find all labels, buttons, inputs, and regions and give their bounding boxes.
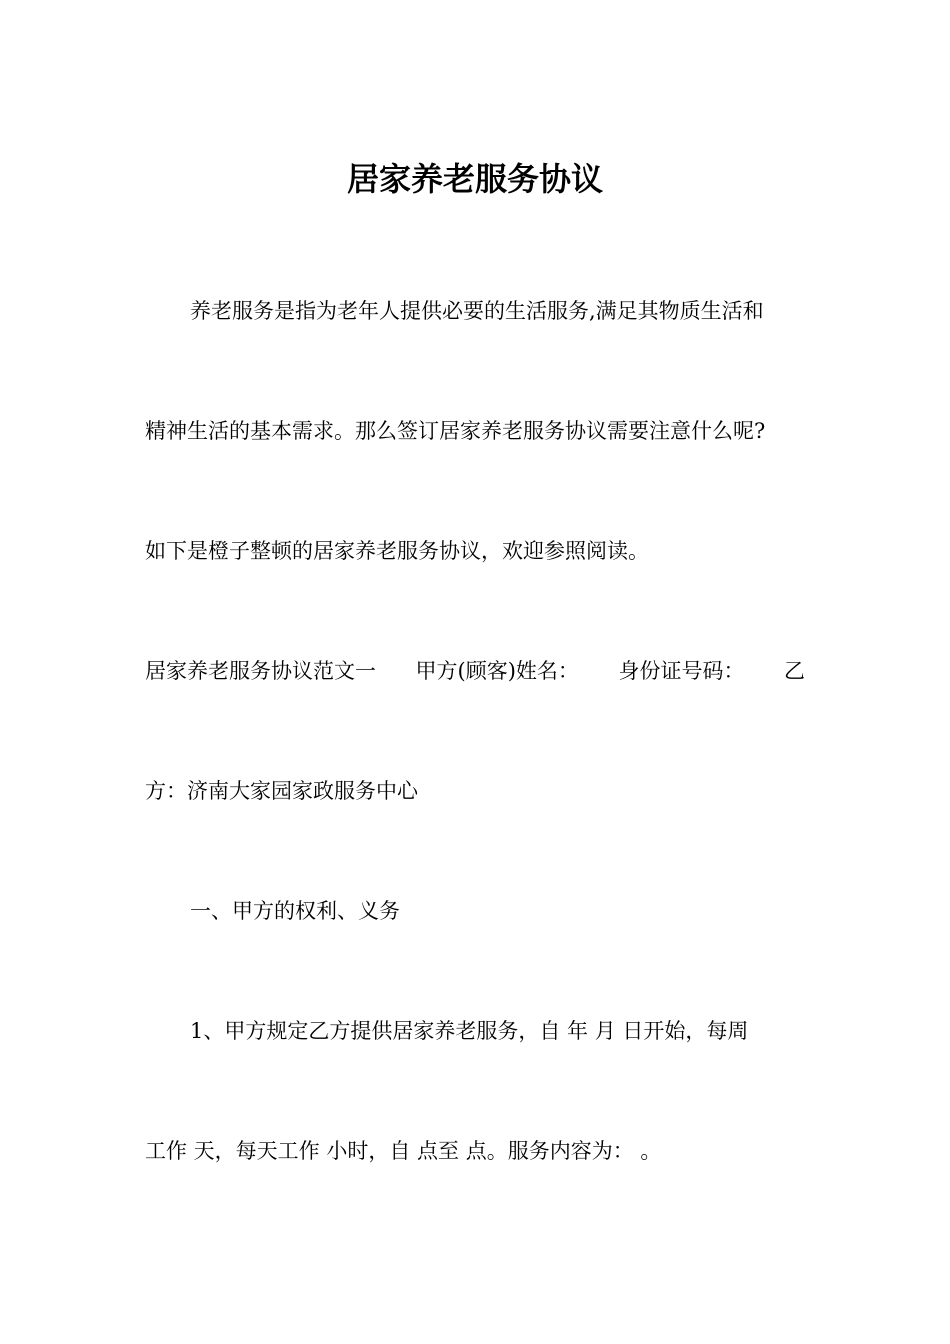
section-heading-1: 一、甲方的权利、义务	[190, 899, 400, 923]
paragraph-line-2: 精神生活的基本需求。那么签订居家养老服务协议需要注意什么呢?	[145, 419, 766, 443]
party-b-label-start: 乙	[783, 659, 805, 683]
paragraph-line-3: 如下是橙子整顿的居家养老服务协议，欢迎参照阅读。	[145, 539, 649, 563]
party-a-line	[145, 655, 805, 687]
id-number-label: 身份证号码：	[618, 659, 745, 683]
party-b-line: 方：济南大家园家政服务中心	[145, 779, 418, 803]
document-title: 居家养老服务协议	[346, 160, 603, 198]
party-a-name-label: 甲方(顾客)姓名：	[415, 659, 579, 683]
paragraph-line-1: 养老服务是指为老年人提供必要的生活服务,满足其物质生活和	[190, 299, 764, 323]
clause-1-line-1: 1、甲方规定乙方提供居家养老服务，自 年 月 日开始，每周	[190, 1019, 749, 1043]
sample-heading: 居家养老服务协议范文一	[145, 659, 376, 683]
clause-1-line-2: 工作 天，每天工作 小时，自 点至 点。服务内容为： 。	[145, 1139, 662, 1163]
